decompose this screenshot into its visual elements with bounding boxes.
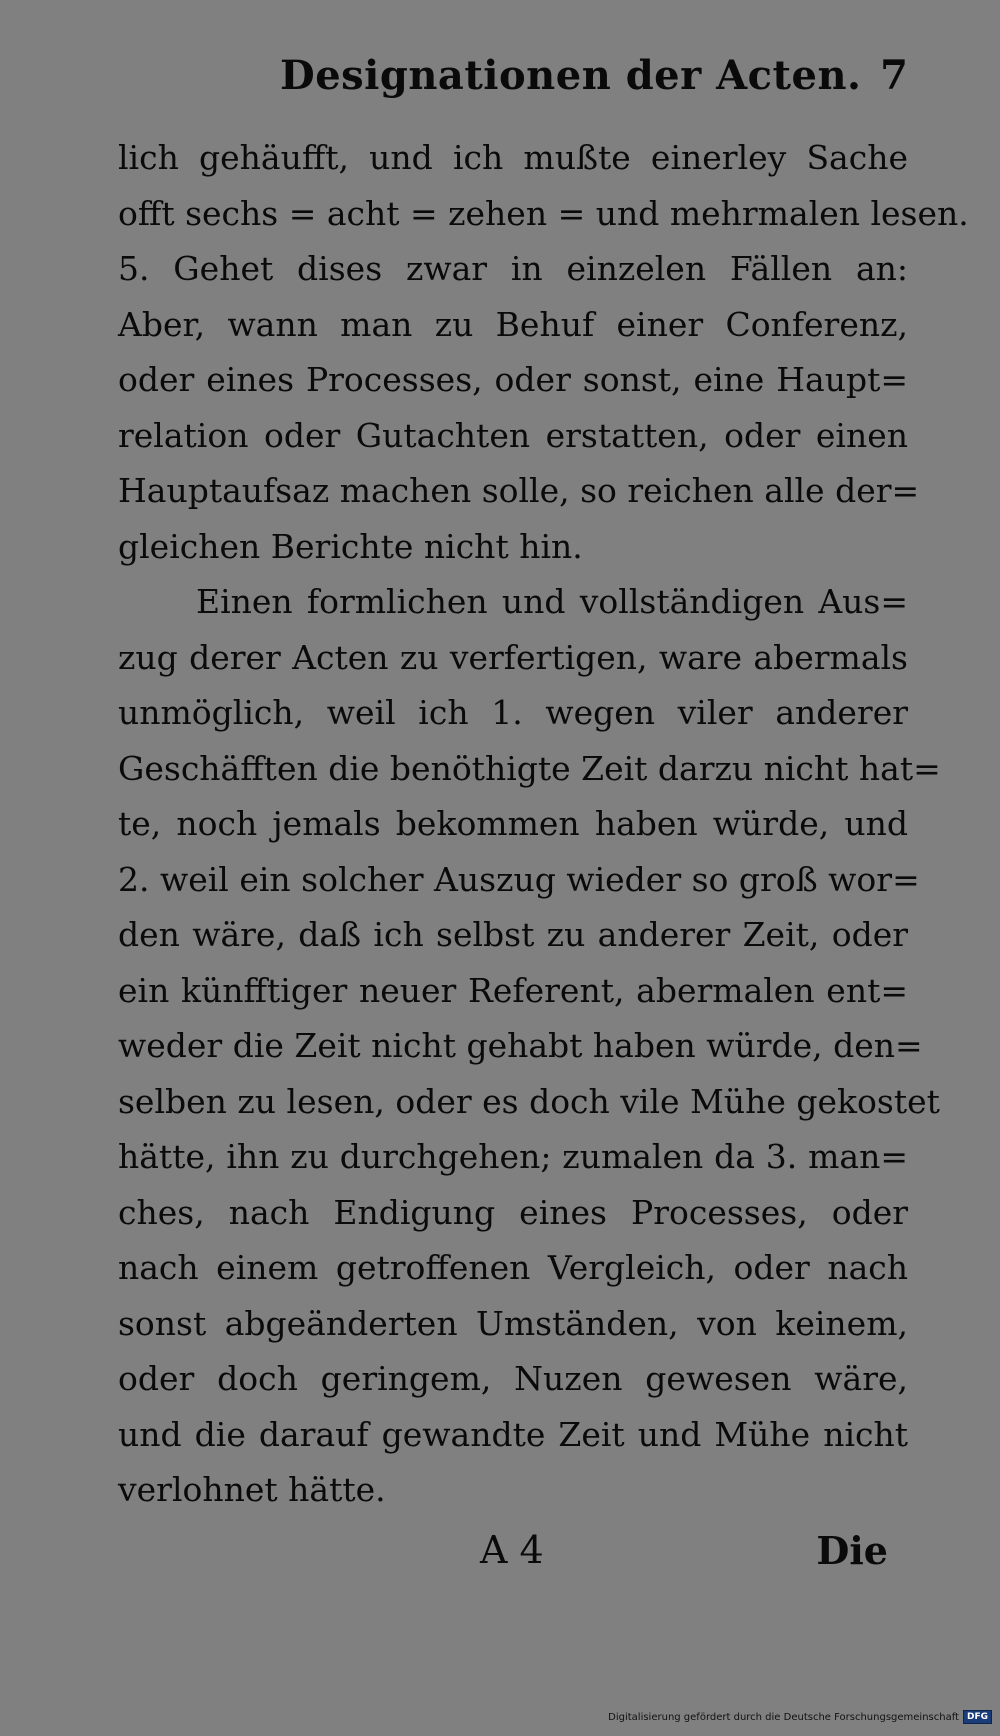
running-head: Designationen der Acten. <box>280 52 862 99</box>
text-line-18: selben zu lesen, oder es doch vile Mühe gekostet <box>118 1081 940 1121</box>
text-line-10: zug derer Acten zu verfertigen, ware abermals <box>118 637 908 677</box>
dfg-logo-icon: DFG <box>963 1710 992 1724</box>
text-line-14: 2. weil ein solcher Auszug wieder so groß wor= <box>118 859 920 899</box>
page-header <box>280 52 920 116</box>
text-line-2: offt sechs = acht = zehen = und mehrmalen lesen. <box>118 193 969 233</box>
text-line-22: sonst abgeänderten Umständen, von keinem, <box>118 1303 908 1343</box>
page-number: 7 <box>880 52 908 99</box>
text-line-20: ches, nach Endigung eines Processes, oder <box>118 1192 908 1232</box>
digitization-credit <box>608 1708 992 1726</box>
text-line-25: verlohnet hätte. <box>118 1470 386 1509</box>
credit-text: Digitalisierung gefördert durch die Deutsche Forschungsgemeinschaft <box>608 1711 959 1723</box>
text-line-4: Aber, wann man zu Behuf einer Conferenz, <box>118 304 908 344</box>
text-line-23: oder doch geringem, Nuzen gewesen wäre, <box>118 1359 908 1398</box>
text-line-9: Einen formlichen und vollständigen Aus= <box>196 582 908 621</box>
text-line-15: den wäre, daß ich selbst zu anderer Zeit, oder <box>118 915 908 954</box>
text-line-6: relation oder Gutachten erstatten, oder einen <box>118 415 908 455</box>
page-footer <box>118 1528 888 1588</box>
text-line-16: ein künfftiger neuer Referent, abermalen ent= <box>118 970 908 1010</box>
text-line-19: hätte, ihn zu durchgehen; zumalen da 3. man= <box>118 1137 908 1176</box>
text-line-5: oder eines Processes, oder sonst, eine Haupt= <box>118 360 908 399</box>
text-line-12: Geschäfften die benöthigte Zeit darzu nicht hat= <box>118 748 941 788</box>
text-line-13: te, noch jemals bekommen haben würde, und <box>118 804 908 843</box>
text-line-8: gleichen Berichte nicht hin. <box>118 526 583 566</box>
text-line-3: 5. Gehet dises zwar in einzelen Fällen an: <box>118 249 908 288</box>
text-line-7: Hauptaufsaz machen solle, so reichen alle der= <box>118 471 920 510</box>
text-line-24: und die darauf gewandte Zeit und Mühe nicht <box>118 1414 908 1454</box>
text-line-11: unmöglich, weil ich 1. wegen viler anderer <box>118 693 908 732</box>
signature-mark: A 4 <box>480 1528 544 1572</box>
text-line-1: lich gehäufft, und ich mußte einerley Sache <box>118 138 908 177</box>
body-text <box>118 130 969 1518</box>
text-line-21: nach einem getroffenen Vergleich, oder nach <box>118 1248 908 1287</box>
catchword: Die <box>816 1528 888 1573</box>
text-line-17: weder die Zeit nicht gehabt haben würde, den= <box>118 1026 923 1065</box>
